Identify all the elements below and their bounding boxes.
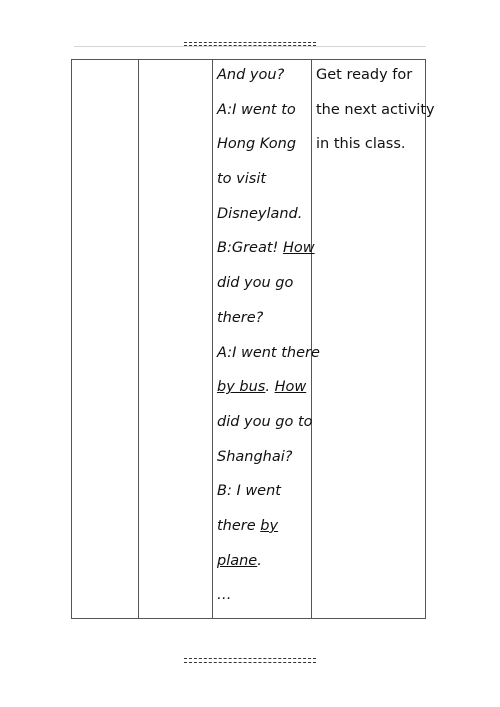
dialogue-text: . [257, 552, 262, 569]
dialogue-text: to visit [217, 171, 267, 188]
underlined-phrase: How [274, 379, 307, 396]
dialogue-text: A:I went there [217, 344, 320, 361]
dialogue-text: Shanghai? [217, 448, 293, 465]
purpose-lines [312, 60, 435, 167]
purpose-line: Get ready for [316, 67, 413, 83]
underlined-phrase: by [260, 517, 279, 534]
header-dash-line-1 [184, 42, 316, 43]
dialogue-line [213, 202, 311, 237]
dialogue-line [213, 549, 311, 584]
page-header-rule [74, 46, 426, 47]
table-cell-purpose [312, 60, 435, 619]
purpose-line: in this class. [316, 136, 406, 153]
dialogue-text: Hong Kong [217, 136, 297, 153]
dialogue-line [213, 98, 311, 133]
dialogue-line [213, 63, 311, 98]
table-cell-col2 [139, 60, 213, 619]
table-row [72, 60, 426, 619]
dialogue-line [213, 132, 311, 167]
dialogue-line [213, 341, 320, 376]
table-cell-dialogue [213, 60, 320, 619]
dialogue-line [213, 271, 311, 306]
dialogue-line [213, 445, 311, 480]
purpose-line: the next activity [316, 101, 435, 118]
dialogue-lines [213, 60, 320, 618]
dialogue-line [213, 236, 315, 271]
footer-dash-line-2 [184, 662, 316, 663]
dialogue-text: And you? [217, 67, 285, 83]
dialogue-text: there [217, 517, 261, 534]
dialogue-text: B: I went [217, 483, 281, 500]
dialogue-text: … [217, 587, 232, 604]
lesson-plan-table [71, 59, 435, 619]
dialogue-line [213, 410, 311, 445]
footer-dash-line-1 [184, 658, 316, 659]
dialogue-text: . [265, 379, 275, 396]
table-cell-col1 [72, 60, 139, 619]
underlined-phrase: How [282, 240, 315, 257]
dialogue-line [213, 514, 311, 549]
underlined-phrase: by bus [217, 379, 266, 396]
header-dash-line-2 [184, 45, 316, 46]
dialogue-line [213, 375, 311, 410]
dialogue-text: B:Great! [217, 240, 283, 257]
dialogue-text: there? [217, 309, 264, 326]
dialogue-line [213, 583, 311, 618]
dialogue-text: did you go [217, 275, 294, 292]
dialogue-line [213, 479, 311, 514]
underlined-phrase: plane [217, 552, 258, 569]
dialogue-text: Disneyland. [217, 205, 303, 222]
dialogue-text: did you go to [217, 413, 313, 430]
dialogue-line [213, 167, 311, 202]
dialogue-text: A:I went to [217, 101, 296, 118]
dialogue-line [213, 306, 311, 341]
